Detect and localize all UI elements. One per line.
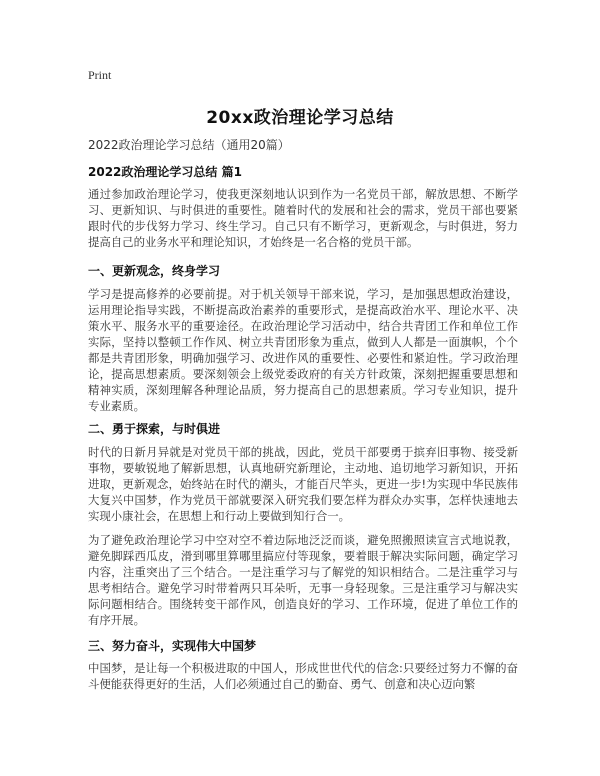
- article-heading: 2022政治理论学习总结 篇1: [88, 165, 242, 179]
- section-heading-3: 三、努力奋斗，实现伟大中国梦: [88, 639, 257, 653]
- section-heading-2: 二、勇于探索，与时俱进: [88, 422, 221, 436]
- section-1-paragraph-1: 学习是提高修养的必要前提。对于机关领导干部来说，学习，是加强思想政治建设，运用理论指导实践，不断提高政治素养的重要形式，是提高政治水平、理论水平、决策水平、服务水平的重要途径。在政治理论学习活动中，结合共青团工作和单位工作实际，坚持以整顿工作作风、树立共青团形象为重点，做到人人都是一面旗帜，个个都是共青团形象，明确加强学习、改进作风的重要性、必要性和紧迫性。学习政治理论，提高思想素质。要深刻领会上级党委政府的有关方针政策，深刻把握重要思想和精神实质，深刻理解各种理论品质，努力提高自己的思想素质。学习专业知识，提升专业素质。: [88, 287, 518, 413]
- section-heading-1: 一、更新观念，终身学习: [88, 264, 221, 278]
- section-2-paragraph-1: 时代的日新月异就是对党员干部的挑战，因此，党员干部要勇于摈弃旧事物、接受新事物，要敏锐地了解新思想，认真地研究新理论，主动地、追切地学习新知识，开拓进取，更新观念，始终站在时代的潮头，才能百尺竿头，更进一步!为实现中华民族伟大复兴中国梦，作为党员干部就要深入研究我们要怎样为群众办实事，怎样快速地去实现小康社会，在思想上和行动上要做到知行合一。: [88, 445, 518, 523]
- section-3-paragraph-1: 中国梦，是让每一个积极进取的中国人，形成世世代代的信念:只要经过努力不懈的奋斗便能获得更好的生活，人们必须通过自己的勤奋、勇气、创意和决心迈向繁: [88, 661, 518, 691]
- intro-paragraph: 通过参加政治理论学习，使我更深刻地认识到作为一名党员干部，解放思想、不断学习、更新知识、与时俱进的重要性。随着时代的发展和社会的需求，党员干部也要紧跟时代的步伐努力学习、终生学习。自己只有不断学习，更新观念，与时俱进，努力提高自己的业务水平和理论知识，才始终是一名合格的党员干部。: [88, 187, 518, 249]
- section-2-paragraph-2: 为了避免政治理论学习中空对空不着边际地泛泛而谈，避免照搬照读宣言式地说教，避免脚踩西瓜皮，滑到哪里算哪里搞应付等现象，要着眼于解决实际问题，确定学习内容，注重突出了三个结合。一是注重学习与了解党的知识相结合。二是注重学习与思考相结合。避免学习时带着两只耳朵听，无事一身轻现象。三是注重学习与解决实际问题相结合。围绕转变干部作风，创造良好的学习、工作环境，促进了单位工作的有序开展。: [88, 533, 518, 627]
- document-subtitle: 2022政治理论学习总结（通用20篇）: [88, 138, 290, 152]
- document-title: 20xx政治理论学习总结: [206, 108, 394, 128]
- print-label[interactable]: Print: [88, 68, 112, 82]
